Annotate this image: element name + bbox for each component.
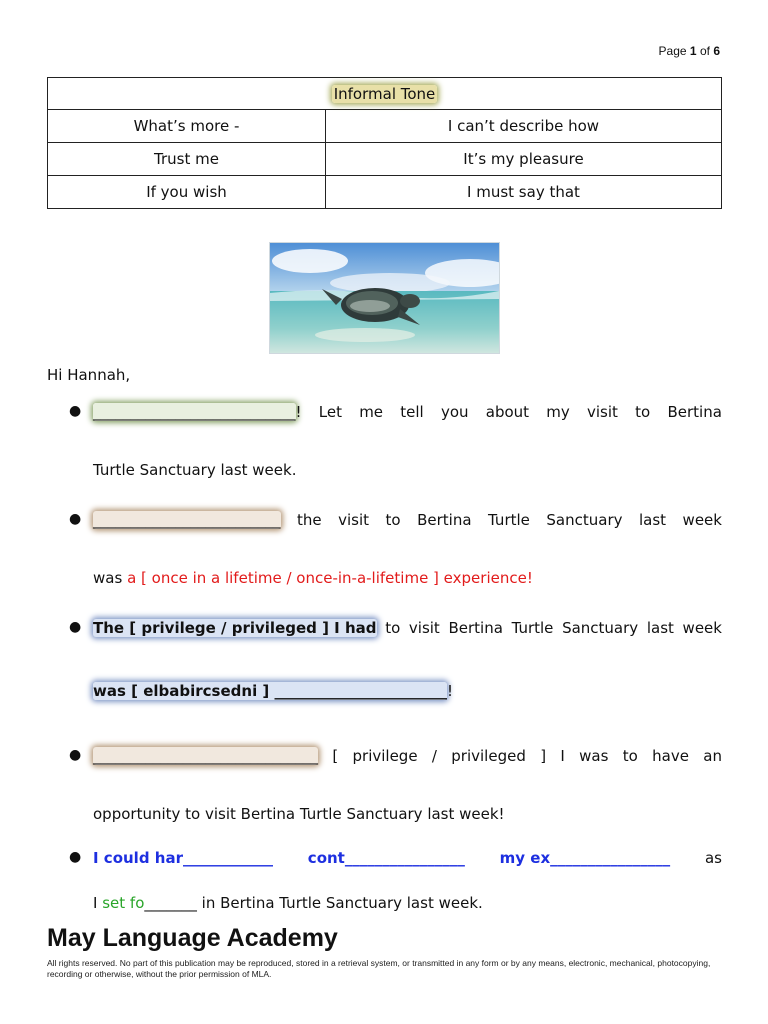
item-line <box>93 849 722 867</box>
exercise-item-2 <box>69 511 722 587</box>
word: my <box>546 403 570 421</box>
exercise-item-4 <box>69 747 722 823</box>
bullet-icon: ● <box>69 849 82 865</box>
item-line-2 <box>93 682 722 700</box>
line-prefix: I <box>93 894 98 912</box>
answer-blank[interactable]: ___________________________ <box>93 403 296 421</box>
bullet-icon: ● <box>69 403 82 419</box>
bullet-icon: ● <box>69 619 82 635</box>
item-line <box>93 747 722 765</box>
word: week <box>682 619 722 637</box>
word: Turtle <box>511 619 554 637</box>
table-cell: I can’t describe how <box>325 110 721 143</box>
word: about <box>485 403 530 421</box>
bullet-icon: ● <box>69 747 82 763</box>
word: have <box>652 747 689 765</box>
bullet-icon: ● <box>69 511 82 527</box>
word: last <box>638 511 667 529</box>
word: privilege <box>352 747 418 765</box>
table-cell: It’s my pleasure <box>325 143 721 176</box>
word: Bertina <box>417 511 472 529</box>
word: was <box>579 747 609 765</box>
table-cell: If you wish <box>48 176 326 209</box>
turtle-underwater-image <box>270 243 499 353</box>
word: last <box>646 619 674 637</box>
word: the <box>297 511 322 529</box>
prompt-segment[interactable]: my ex________________ <box>499 849 671 867</box>
item-line <box>93 511 722 529</box>
word: as <box>704 849 722 867</box>
word: Sanctuary <box>562 619 639 637</box>
greeting: Hi Hannah, <box>47 366 131 384</box>
item-line-2 <box>93 894 722 912</box>
exercise-item-5 <box>69 849 722 912</box>
exercise-item-3 <box>69 619 722 700</box>
word: visit <box>408 619 440 637</box>
page-number <box>659 44 720 58</box>
word: to <box>385 511 401 529</box>
table-title: Informal Tone <box>333 84 436 103</box>
prompt-segment[interactable]: I could har____________ <box>93 849 273 867</box>
choice-prompt-red: a [ once in a lifetime / once-in-a-lifetime ] experience! <box>127 569 533 587</box>
punctuation: ! <box>447 682 454 700</box>
answer-blank[interactable]: _________________________ <box>93 511 281 529</box>
table-row <box>48 176 722 209</box>
prompt-segment[interactable]: cont________________ <box>307 849 465 867</box>
item-line-2: opportunity to visit Bertina Turtle Sanctuary last week! <box>93 805 505 823</box>
word: Sanctuary <box>546 511 623 529</box>
word: tell <box>400 403 424 421</box>
line-prefix: was <box>93 569 123 587</box>
table-cell: What’s more - <box>48 110 326 143</box>
table-cell: I must say that <box>325 176 721 209</box>
table-header-cell <box>48 78 722 110</box>
answer-blank-highlighted <box>93 403 302 421</box>
academy-name: May Language Academy <box>47 924 338 952</box>
informal-tone-table <box>47 77 722 209</box>
item-line-2 <box>93 569 722 587</box>
word: an <box>703 747 722 765</box>
page-current: 1 <box>689 44 697 58</box>
highlighted-phrase: The [ privilege / privileged ] I had <box>93 619 377 637</box>
word: privileged <box>451 747 526 765</box>
word: [ <box>332 747 339 765</box>
anagram-blank[interactable]: was [ elbabircsedni ] _______________________ <box>93 682 448 700</box>
word: I <box>560 747 565 765</box>
turtle-photo <box>269 242 500 354</box>
page-total: 6 <box>713 44 720 58</box>
word: visit <box>587 403 618 421</box>
table-cell: Trust me <box>48 143 326 176</box>
table-header-row <box>48 78 722 110</box>
word: Bertina <box>667 403 722 421</box>
page-of: of <box>699 44 710 58</box>
table-row <box>48 110 722 143</box>
word: ] <box>540 747 547 765</box>
prompt-green: set fo <box>102 894 145 912</box>
answer-blank[interactable]: ______________________________ <box>93 747 318 765</box>
word: you <box>440 403 469 421</box>
word: Bertina <box>448 619 503 637</box>
exercise-item-1 <box>69 403 722 479</box>
item-line <box>93 619 722 637</box>
answer-blank[interactable]: _______ <box>144 894 197 912</box>
word: visit <box>338 511 370 529</box>
item-line-2: Turtle Sanctuary last week. <box>93 461 297 479</box>
page-label: Page <box>658 44 687 58</box>
word: to <box>385 619 401 637</box>
word: Turtle <box>488 511 530 529</box>
line-rest: in Bertina Turtle Sanctuary last week. <box>201 894 483 912</box>
word: / <box>431 747 437 765</box>
word: week <box>682 511 722 529</box>
word: to <box>635 403 651 421</box>
copyright-notice: All rights reserved. No part of this publication may be reproduced, stored in a retrieval system, or transmitted in any form or by any means, electronic, mechanical, photocopying, recording or otherwise, without the prior permission of MLA. <box>47 958 711 979</box>
word: me <box>359 403 384 421</box>
word: to <box>622 747 638 765</box>
item-line <box>93 403 722 421</box>
table-row <box>48 143 722 176</box>
punctuation: ! <box>295 403 302 421</box>
word: Let <box>318 403 342 421</box>
